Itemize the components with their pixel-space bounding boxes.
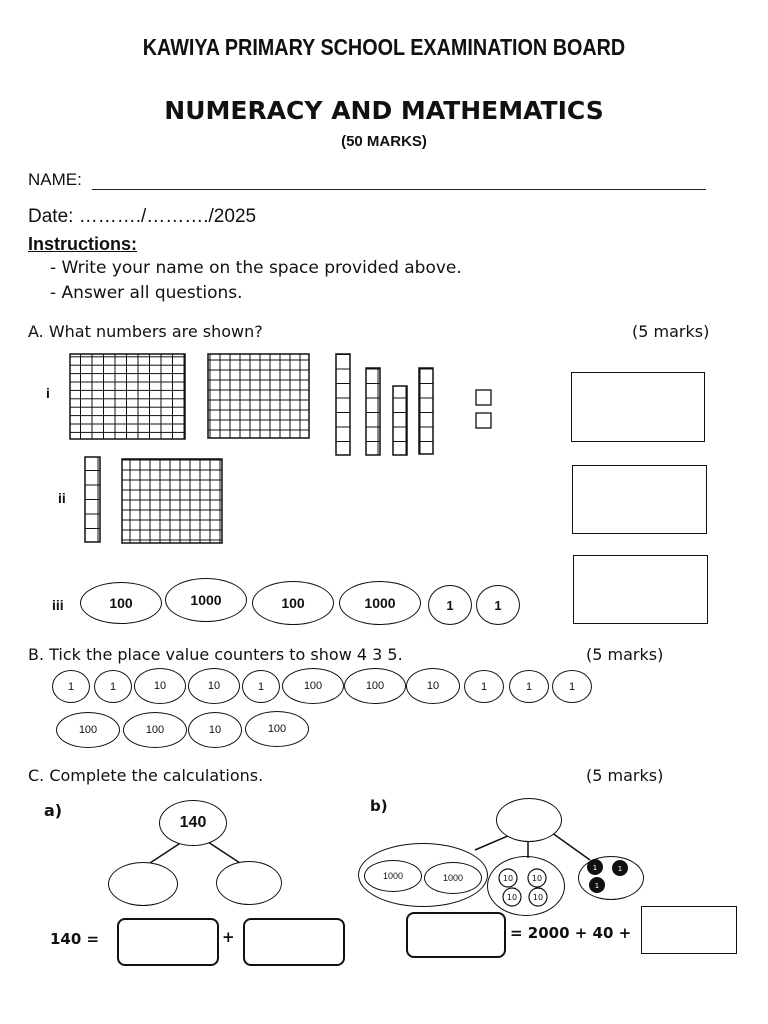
counter-1[interactable]: 1 <box>552 670 592 703</box>
counter-1000: 1000 <box>364 860 422 892</box>
total-circle-empty[interactable] <box>496 798 562 842</box>
expression-b: = 2000 + 40 + <box>510 924 632 942</box>
name-label: NAME: <box>28 170 82 189</box>
counter-1000: 1000 <box>165 578 247 622</box>
exam-board-title: KAWIYA PRIMARY SCHOOL EXAMINATION BOARD <box>142 34 626 60</box>
hundred-flat <box>208 354 309 438</box>
answer-box-thousands[interactable] <box>406 912 506 958</box>
part-label-ii: ii <box>58 490 66 506</box>
expression-140: 140 = <box>50 930 100 948</box>
ten-rod <box>393 386 407 455</box>
counter-10[interactable]: 10 <box>188 712 242 748</box>
instruction-item: - Answer all questions. <box>50 283 243 303</box>
one-cube <box>476 390 491 405</box>
svg-text:1: 1 <box>617 865 623 873</box>
counter-1: 1 <box>428 585 472 625</box>
part-label-iii: iii <box>52 597 64 613</box>
counter-100: 100 <box>80 582 162 624</box>
answer-box-i[interactable] <box>571 372 705 442</box>
subject-title: NUMERACY AND MATHEMATICS <box>164 96 604 125</box>
total-circle-140: 140 <box>159 800 227 846</box>
plus-sign: + <box>222 928 235 946</box>
name-field-line[interactable] <box>92 189 706 190</box>
part-label-i: i <box>46 385 50 401</box>
svg-text:10: 10 <box>532 893 544 902</box>
counter-100[interactable]: 100 <box>56 712 120 748</box>
svg-text:10: 10 <box>506 893 518 902</box>
tens-group <box>487 856 565 916</box>
svg-text:10: 10 <box>502 874 514 883</box>
counter-1[interactable]: 1 <box>509 670 549 703</box>
section-c-question: C. Complete the calculations. <box>28 766 264 785</box>
tens-circle <box>216 861 282 905</box>
counter-1: 1 <box>476 585 520 625</box>
counter-1[interactable]: 1 <box>242 670 280 703</box>
hundreds-circle <box>108 862 178 906</box>
counter-1000: 1000 <box>424 862 482 894</box>
section-a-question: A. What numbers are shown? <box>28 322 263 341</box>
counter-10[interactable]: 10 <box>188 668 240 704</box>
ones-group <box>578 856 644 900</box>
counter-1[interactable]: 1 <box>52 670 90 703</box>
counter-100[interactable]: 100 <box>245 711 309 747</box>
svg-text:1: 1 <box>592 864 598 872</box>
hundred-flat <box>70 354 185 439</box>
section-a-marks: (5 marks) <box>632 322 710 341</box>
counter-100: 100 <box>252 581 334 625</box>
ten-rod <box>336 354 350 455</box>
ten-rod <box>366 368 380 455</box>
counter-10[interactable]: 10 <box>134 668 186 704</box>
ten-rod <box>85 457 100 542</box>
svg-text:10: 10 <box>531 874 543 883</box>
answer-box-tens[interactable] <box>243 918 345 966</box>
counter-100[interactable]: 100 <box>123 712 187 748</box>
instruction-item: - Write your name on the space provided above. <box>50 258 462 278</box>
answer-box-iii[interactable] <box>573 555 708 624</box>
part-b-label: b) <box>370 797 388 815</box>
total-marks: (50 MARKS) <box>341 133 427 150</box>
counter-100[interactable]: 100 <box>344 668 406 704</box>
counter-100[interactable]: 100 <box>282 668 344 704</box>
section-b-question: B. Tick the place value counters to show 4 3 5. <box>28 645 403 664</box>
answer-box-hundreds[interactable] <box>117 918 219 966</box>
section-c-marks: (5 marks) <box>586 766 664 785</box>
one-cube <box>476 413 491 428</box>
counter-10[interactable]: 10 <box>406 668 460 704</box>
counter-1[interactable]: 1 <box>94 670 132 703</box>
date-field[interactable]: Date: ………./………./2025 <box>28 206 257 227</box>
ten-rod <box>419 368 433 454</box>
answer-box-ones[interactable] <box>641 906 737 954</box>
hundred-flat <box>122 459 222 543</box>
counter-1000: 1000 <box>339 581 421 625</box>
part-a-label: a) <box>44 801 63 820</box>
instructions-heading: Instructions: <box>28 234 138 254</box>
svg-text:1: 1 <box>594 882 600 890</box>
answer-box-ii[interactable] <box>572 465 707 534</box>
counter-1[interactable]: 1 <box>464 670 504 703</box>
section-b-marks: (5 marks) <box>586 645 664 664</box>
